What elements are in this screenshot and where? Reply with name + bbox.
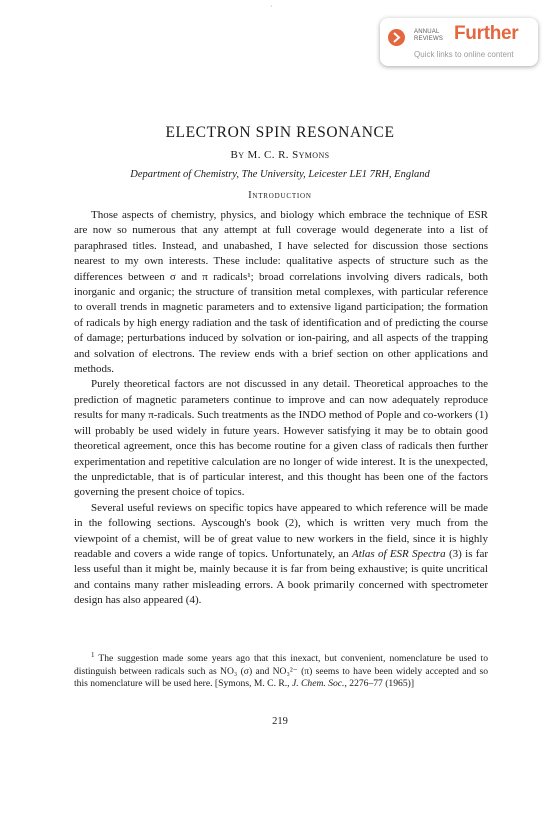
affiliation: Department of Chemistry, The University, Leicester LE1 7RH, England <box>130 169 430 180</box>
page-number: 219 <box>272 716 288 727</box>
arrow-icon <box>388 29 405 46</box>
further-label: Further <box>454 23 519 44</box>
footnote-journal: J. Chem. Soc. <box>291 678 345 690</box>
footnote-part-a: The suggestion made some years ago that this inexact, but convenient, nomenclature be used to distinguish between radicals such as NO₃ (σ) and NO₃²⁻ (π) seems to have been widely accepted and so this nomenclature will be used here. [Symons, M. C. R., <box>74 653 488 690</box>
footnote-text <box>74 650 488 691</box>
article-title: ELECTRON SPIN RESONANCE <box>165 124 395 141</box>
logo-reviews-text: REVIEWS <box>414 36 444 42</box>
paragraph-3 <box>74 501 488 609</box>
paragraph-3-part-a: Several useful reviews on specific topics have appeared to which reference will be made in the following sections. Ayscough's book (2), which is written very much from the viewpoint of a chemist, will be of great value to new workers in the field, since it is highly readable and covers a wide range of topics. Unfortunately, an <box>74 501 488 560</box>
atlas-title: Atlas of ESR Spectra <box>352 547 446 560</box>
logo-annual-text: ANNUAL <box>414 29 440 35</box>
paragraph-2: Purely theoretical factors are not discussed in any detail. Theoretical approaches to the prediction of magnetic parameters continue to improve and can now adequately reproduce results for many π-radicals. Such treatments as the INDO method of Pople and co-workers (1) will probably be used widely in future years. However satisfying it may be to obtain good theoretical agreement, once this has become routine for a given class of radicals then further experimentation and repetitive calculation are no longer of wide interest. It is the unexpected, the unpredictable, that is of particular interest, and this thought has been one of the factors governing the present choice of topics. <box>74 378 488 499</box>
paragraph-1: Those aspects of chemistry, physics, and biology which embrace the technique of ESR are now so numerous that any attempt at full coverage would degenerate into a list of paraphrased titles. Instead, and unabashed, I have selected for discussion those sections nearest to my own interests. These include: qualitative aspects of structure such as the differences between σ and π radicals¹; broad correlations involving divers radicals, both inorganic and organic; the structure of transition metal complexes, with particular reference to overall trends in magnetic parameters and to extensive ligand participation; the formation of radicals by high energy radiation and the task of identification and of predicting the course of damage; perturbations induced by solvation or ion-pairing, and all aspects of the trapping and solvation of electrons. The review ends with a brief section on other applications and methods. <box>74 209 488 376</box>
article-body <box>74 208 488 609</box>
section-heading-text: Introduction <box>248 190 312 201</box>
top-mark: · <box>270 2 273 11</box>
further-subtitle[interactable]: Quick links to online content <box>414 50 514 59</box>
footnote <box>74 650 488 691</box>
paragraph-3-part-b: (3) is far less useful than it might be, mainly because it is far from being exhaustive; is quite uncritical and contains many rather misleading errors. A book primarily concerned with spectrometer design has also appeared (4). <box>74 547 489 607</box>
footnote-marker: 1 <box>91 650 95 659</box>
section-heading <box>0 190 560 201</box>
author-text: By M. C. R. Symons <box>230 149 330 161</box>
annual-reviews-further-widget[interactable] <box>380 18 538 66</box>
annual-reviews-logo <box>414 29 443 43</box>
author-line <box>0 149 560 161</box>
footnote-part-b: , 2276–77 (1965)] <box>344 678 415 690</box>
